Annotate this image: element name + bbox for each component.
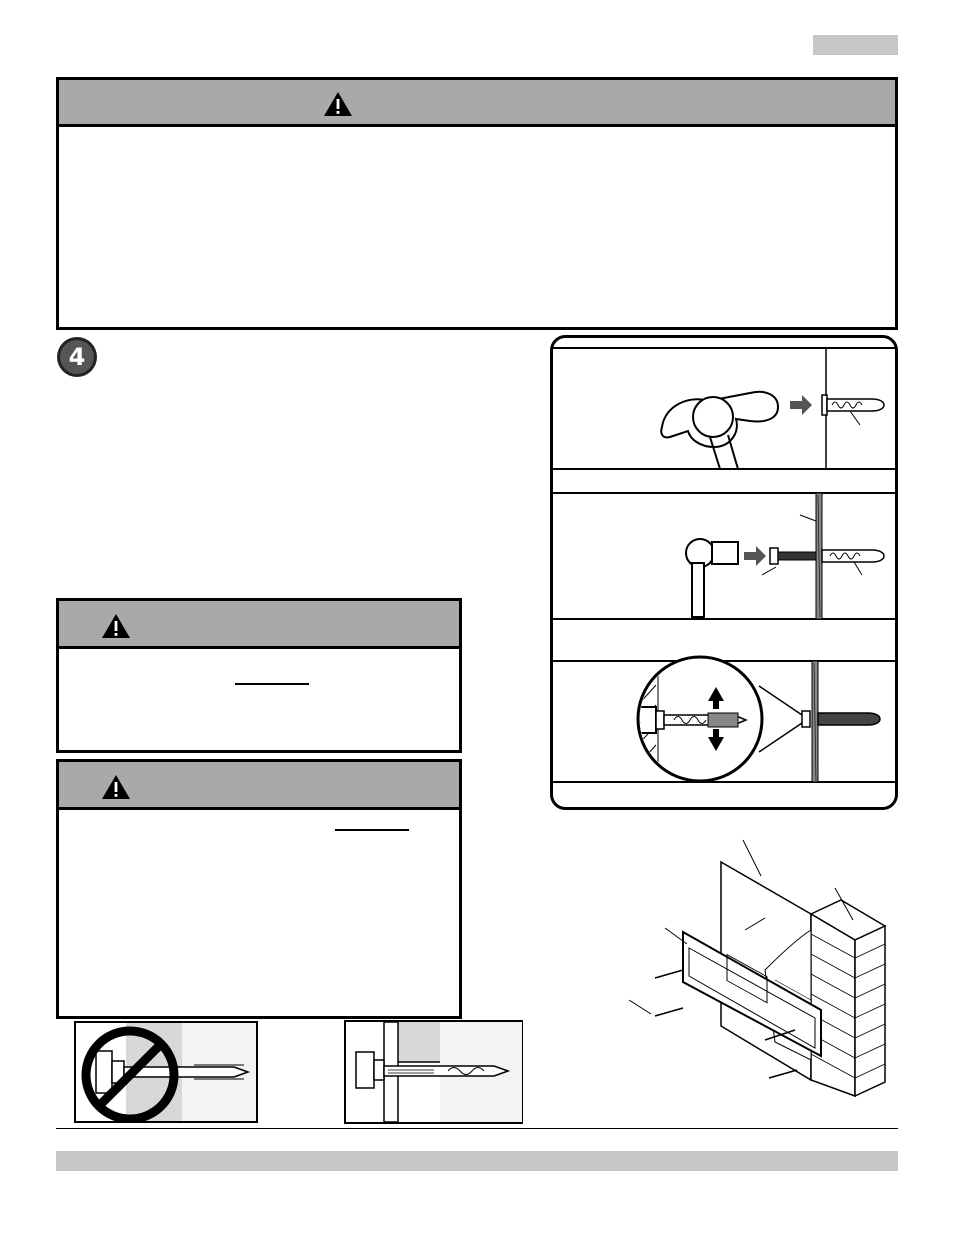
wall-plate-figure bbox=[625, 830, 895, 1100]
warning-triangle-icon bbox=[323, 91, 353, 117]
footer-rule bbox=[56, 1128, 898, 1129]
underline-mark bbox=[235, 683, 309, 685]
step-badge bbox=[56, 336, 98, 378]
warning-box-1 bbox=[56, 598, 462, 753]
underline-mark bbox=[335, 829, 409, 831]
anchor-install-figure bbox=[550, 335, 898, 810]
top-warning-box bbox=[56, 77, 898, 330]
warning-triangle-icon bbox=[101, 774, 131, 800]
warning-box-2 bbox=[56, 759, 462, 1019]
page-tab bbox=[813, 35, 898, 55]
incorrect-install-figure bbox=[74, 1021, 258, 1123]
warning-box-2-header bbox=[59, 762, 459, 810]
step-number: 4 bbox=[68, 343, 86, 371]
footer-bar bbox=[56, 1151, 898, 1171]
top-warning-header bbox=[59, 80, 895, 127]
warning-box-1-header bbox=[59, 601, 459, 649]
warning-triangle-icon bbox=[101, 613, 131, 639]
correct-install-figure bbox=[344, 1020, 523, 1124]
